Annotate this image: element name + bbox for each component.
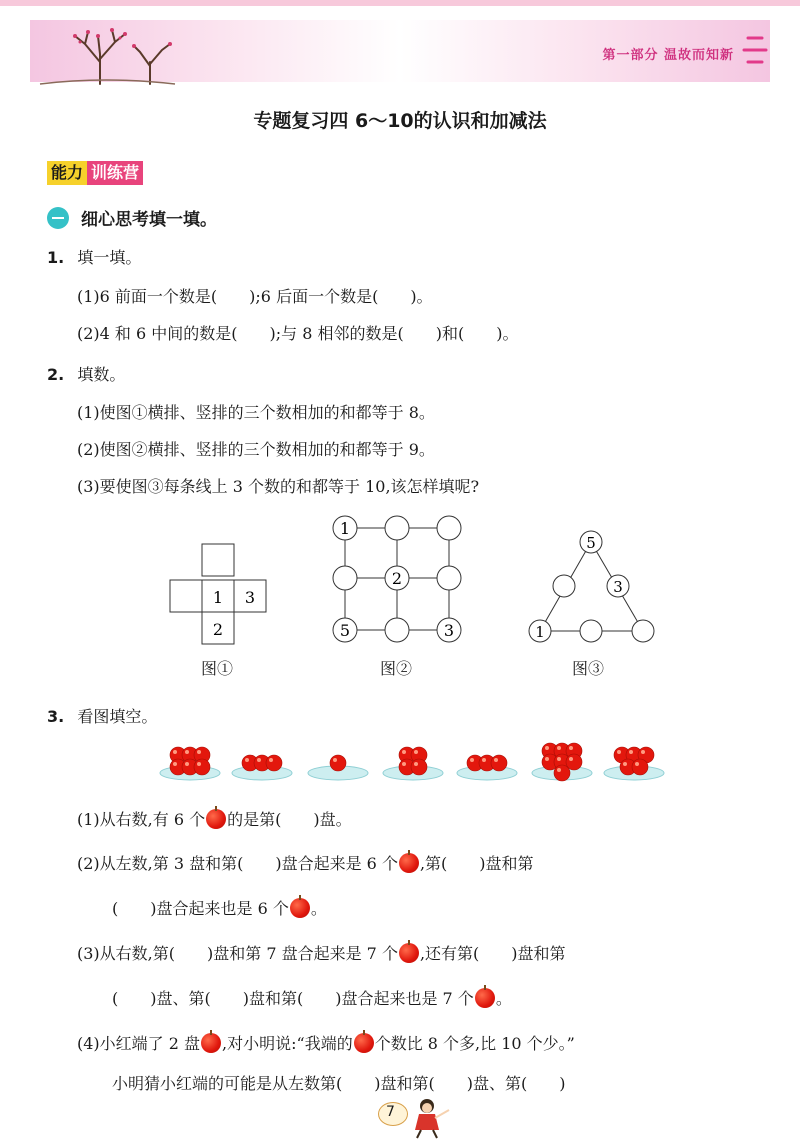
q1-text: 填一填。 [77, 248, 142, 267]
q3-sub1 [77, 807, 352, 830]
q2-number: 2. [47, 365, 65, 384]
badge-part2: 训练营 [87, 161, 143, 185]
apple-highlight [402, 762, 406, 766]
q1-sub2: (2)4 和 6 中间的数是( );与 8 相邻的数是( )和( )。 [77, 324, 519, 343]
q3-sub1-part2: 的是第( )盘。 [227, 810, 352, 829]
q2-text: 填数。 [77, 365, 126, 384]
fig2-node-top-left: 1 [339, 519, 351, 538]
page-number: 7 [386, 1104, 395, 1120]
apple-plate [604, 747, 664, 780]
fig3-node-bottom-left: 1 [535, 623, 545, 641]
figure2-label: 图② [380, 659, 413, 678]
q3-sub3-line2 [112, 986, 512, 1009]
yi-circle-icon [47, 207, 69, 229]
apple-plate [308, 755, 368, 780]
q3-sub4-line1 [77, 1031, 575, 1054]
q3-sub3-part1: (3)从右数,第( )盘和第 7 盘合起来是 7 个 [77, 944, 398, 963]
apple-highlight [197, 762, 201, 766]
apple-highlight [545, 746, 549, 750]
apple-icon [411, 759, 427, 775]
apple-highlight [245, 758, 249, 762]
q3-sub2-part3: ( )盘合起来也是 6 个 [112, 899, 289, 918]
section-title: 细心思考填一填。 [81, 210, 217, 230]
q3-sub2-part1: (2)从左数,第 3 盘和第( )盘合起来是 6 个 [77, 854, 398, 873]
decorative-lines-icon [740, 30, 770, 70]
girl-illustration-icon [405, 1096, 455, 1140]
apple-highlight [545, 757, 549, 761]
apple-plate [232, 755, 292, 780]
q3-text: 看图填空。 [77, 707, 158, 726]
q3-sub2-part4: 。 [310, 899, 327, 918]
q3-sub3-part2: ,还有第( )盘和第 [419, 944, 566, 963]
q2-sub1: (1)使图①横排、竖排的三个数相加的和都等于 8。 [77, 403, 435, 422]
top-pink-band [0, 0, 800, 6]
apple-highlight [635, 762, 639, 766]
apple-highlight [629, 750, 633, 754]
apple-highlight [173, 750, 177, 754]
apple-plate [532, 743, 592, 781]
tree-illustration-icon [30, 14, 180, 86]
fig1-cell-center: 1 [212, 588, 224, 607]
apple-icon [554, 765, 570, 781]
fig2-node-bottom-right: 3 [443, 621, 455, 640]
fig1-cell-top[interactable] [202, 544, 234, 576]
apple-icon [566, 754, 582, 770]
q2-sub2: (2)使图②横排、竖排的三个数相加的和都等于 9。 [77, 440, 435, 459]
q2-heading [47, 362, 125, 385]
apple-highlight [569, 746, 573, 750]
figure2-circle-grid [328, 512, 468, 648]
fig2-node-center: 2 [391, 569, 403, 588]
q3-heading [47, 704, 157, 727]
apple-highlight [173, 762, 177, 766]
apple-plates-row [150, 735, 680, 785]
apple-icon [206, 809, 226, 829]
q3-sub2-line2 [112, 896, 327, 919]
q3-sub3-part3: ( )盘、第( )盘和第( )盘合起来也是 7 个 [112, 989, 474, 1008]
apple-highlight [470, 758, 474, 762]
apple-highlight [557, 768, 561, 772]
apple-icon [632, 759, 648, 775]
apple-icon [399, 853, 419, 873]
apple-highlight [494, 758, 498, 762]
section-header: 第一部分 温故而知新 [602, 48, 734, 63]
fig1-cell-bottom: 2 [212, 620, 224, 639]
apple-highlight [482, 758, 486, 762]
apple-icon [266, 755, 282, 771]
apple-highlight [557, 746, 561, 750]
q3-sub2-line1 [77, 851, 534, 874]
figure1-cross-grid [160, 540, 280, 650]
apple-icon [194, 759, 210, 775]
apple-plate [160, 747, 220, 780]
apple-highlight [641, 750, 645, 754]
fig2-node-bottom-left: 5 [339, 621, 351, 640]
section-heading [47, 205, 217, 230]
apple-plate [383, 747, 443, 780]
apple-icon [475, 988, 495, 1008]
apple-highlight [414, 762, 418, 766]
apple-highlight [197, 750, 201, 754]
apple-highlight [569, 757, 573, 761]
apple-highlight [269, 758, 273, 762]
q3-sub4-part3: 个数比 8 个多,比 10 个少。” [374, 1034, 575, 1053]
q3-sub3-line1 [77, 941, 566, 964]
apple-icon [399, 943, 419, 963]
apple-highlight [617, 750, 621, 754]
apple-plate [457, 755, 517, 780]
apple-highlight [414, 750, 418, 754]
section-badge [47, 161, 143, 185]
q2-sub3: (3)要使图③每条线上 3 个数的和都等于 10,该怎样填呢? [77, 477, 480, 496]
apple-highlight [557, 757, 561, 761]
q1-number: 1. [47, 248, 65, 267]
apple-icon [491, 755, 507, 771]
q3-sub3-part4: 。 [495, 989, 512, 1008]
apple-highlight [402, 750, 406, 754]
q3-sub4-part1: (4)小红端了 2 盘 [77, 1034, 201, 1053]
figure1-label: 图① [201, 659, 234, 678]
fig3-node-right: 3 [613, 578, 623, 596]
apple-icon [290, 898, 310, 918]
apple-highlight [185, 750, 189, 754]
q3-sub4-line2: 小明猜小红端的可能是从左数第( )盘和第( )盘、第( ) [112, 1074, 566, 1093]
fig1-cell-left[interactable] [170, 580, 202, 612]
fig3-node-top: 5 [586, 534, 596, 552]
page-title: 专题复习四 6～10的认识和加减法 [253, 110, 547, 132]
q3-sub4-part2: ,对小明说:“我端的 [222, 1034, 353, 1053]
q1-heading [47, 245, 141, 268]
apple-icon [330, 755, 346, 771]
apple-highlight [185, 762, 189, 766]
apple-highlight [623, 762, 627, 766]
q3-sub2-part2: ,第( )盘和第 [419, 854, 534, 873]
apple-icon [201, 1033, 221, 1053]
apple-icon [354, 1033, 374, 1053]
q1-sub1: (1)6 前面一个数是( );6 后面一个数是( )。 [77, 287, 433, 306]
apple-highlight [257, 758, 261, 762]
figure3-label: 图③ [572, 659, 605, 678]
badge-part1: 能力 [47, 161, 87, 185]
apple-highlight [333, 758, 337, 762]
q3-sub1-part1: (1)从右数,有 6 个 [77, 810, 206, 829]
fig1-cell-right: 3 [244, 588, 256, 607]
q3-number: 3. [47, 707, 65, 726]
figure3-triangle [524, 528, 660, 648]
